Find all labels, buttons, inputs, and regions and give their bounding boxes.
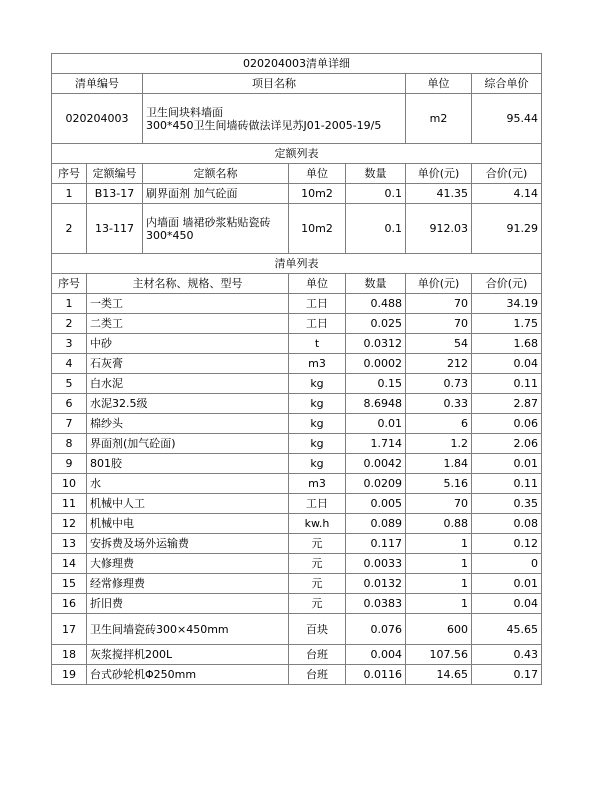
material-total: 0.11 [472, 374, 542, 394]
material-row [52, 414, 542, 434]
material-unit-price: 600 [406, 614, 472, 645]
material-total: 0.43 [472, 645, 542, 665]
material-total: 0.08 [472, 514, 542, 534]
material-row [52, 534, 542, 554]
material-unit-price: 1.84 [406, 454, 472, 474]
material-row [52, 354, 542, 374]
bill-name [143, 94, 406, 144]
bill-name-header: 项目名称 [143, 74, 406, 94]
material-seq: 17 [52, 614, 87, 645]
material-row [52, 665, 542, 685]
material-qty: 0.005 [346, 494, 406, 514]
material-unit-price: 70 [406, 314, 472, 334]
material-unit: kg [289, 414, 346, 434]
material-qty: 0.0383 [346, 594, 406, 614]
material-name: 机械中人工 [87, 494, 289, 514]
material-qty: 8.6948 [346, 394, 406, 414]
material-name: 界面剂(加气砼面) [87, 434, 289, 454]
quota-row [52, 184, 542, 204]
material-unit: 百块 [289, 614, 346, 645]
material-total: 0.17 [472, 665, 542, 685]
material-unit-price: 6 [406, 414, 472, 434]
material-name: 801胶 [87, 454, 289, 474]
material-seq: 14 [52, 554, 87, 574]
quota-qty: 0.1 [346, 204, 406, 254]
material-unit-price: 70 [406, 294, 472, 314]
material-row [52, 334, 542, 354]
bill-price-header: 综合单价 [472, 74, 542, 94]
material-unit-price: 1 [406, 594, 472, 614]
material-qty: 0.0132 [346, 574, 406, 594]
material-seq: 10 [52, 474, 87, 494]
quota-unit-header: 单位 [289, 164, 346, 184]
quota-code: 13-117 [87, 204, 143, 254]
material-name: 经常修理费 [87, 574, 289, 594]
quota-seq: 1 [52, 184, 87, 204]
material-seq: 6 [52, 394, 87, 414]
material-unit: kw.h [289, 514, 346, 534]
material-total: 0.06 [472, 414, 542, 434]
bill-price: 95.44 [472, 94, 542, 144]
material-qty: 1.714 [346, 434, 406, 454]
quota-seq: 2 [52, 204, 87, 254]
material-total: 1.75 [472, 314, 542, 334]
material-total-header: 合价(元) [472, 274, 542, 294]
bill-name-line1: 卫生间块料墙面 [146, 105, 223, 119]
material-name: 水 [87, 474, 289, 494]
material-unit-header: 单位 [289, 274, 346, 294]
material-seq: 19 [52, 665, 87, 685]
material-qty-header: 数量 [346, 274, 406, 294]
material-name: 水泥32.5级 [87, 394, 289, 414]
quota-unit: 10m2 [289, 184, 346, 204]
material-total: 34.19 [472, 294, 542, 314]
material-unit-price: 0.73 [406, 374, 472, 394]
material-row [52, 574, 542, 594]
quota-total-header: 合价(元) [472, 164, 542, 184]
material-qty: 0.488 [346, 294, 406, 314]
material-total: 0.12 [472, 534, 542, 554]
material-seq: 5 [52, 374, 87, 394]
material-unit: kg [289, 434, 346, 454]
material-unit: kg [289, 454, 346, 474]
material-unit: t [289, 334, 346, 354]
material-qty: 0.0312 [346, 334, 406, 354]
material-row [52, 614, 542, 645]
material-unit-price: 107.56 [406, 645, 472, 665]
material-unit: 元 [289, 594, 346, 614]
material-seq: 12 [52, 514, 87, 534]
bill-code: 020204003 [52, 94, 143, 144]
table-title: 020204003清单详细 [52, 54, 542, 74]
material-seq: 4 [52, 354, 87, 374]
material-unit-price: 1 [406, 554, 472, 574]
material-row [52, 314, 542, 334]
material-total: 0.35 [472, 494, 542, 514]
material-name-header: 主材名称、规格、型号 [87, 274, 289, 294]
material-unit-price: 212 [406, 354, 472, 374]
material-total: 0.04 [472, 354, 542, 374]
material-qty: 0.0002 [346, 354, 406, 374]
material-total: 0.04 [472, 594, 542, 614]
material-seq-header: 序号 [52, 274, 87, 294]
material-name: 二类工 [87, 314, 289, 334]
material-unit-price: 1 [406, 534, 472, 554]
quota-total: 4.14 [472, 184, 542, 204]
material-unit-price: 0.88 [406, 514, 472, 534]
material-qty: 0.004 [346, 645, 406, 665]
material-total: 2.87 [472, 394, 542, 414]
material-seq: 18 [52, 645, 87, 665]
material-row [52, 374, 542, 394]
material-row [52, 294, 542, 314]
material-qty: 0.0033 [346, 554, 406, 574]
material-qty: 0.0116 [346, 665, 406, 685]
material-unit: 工日 [289, 294, 346, 314]
material-seq: 3 [52, 334, 87, 354]
material-total: 0.11 [472, 474, 542, 494]
material-rows [52, 294, 542, 685]
material-unit-price: 14.65 [406, 665, 472, 685]
material-row [52, 494, 542, 514]
quota-name-header: 定额名称 [143, 164, 289, 184]
material-row [52, 594, 542, 614]
material-name: 折旧费 [87, 594, 289, 614]
material-name: 台式砂轮机Φ250mm [87, 665, 289, 685]
material-name: 棉纱头 [87, 414, 289, 434]
material-unit-price: 0.33 [406, 394, 472, 414]
material-row [52, 434, 542, 454]
material-unit-price: 5.16 [406, 474, 472, 494]
material-row [52, 554, 542, 574]
material-unit-price: 54 [406, 334, 472, 354]
material-unit: kg [289, 394, 346, 414]
bill-name-line2: 300*450卫生间墙砖做法详见苏J01-2005-19/5 [146, 118, 382, 132]
material-row [52, 454, 542, 474]
quota-name: 刷界面剂 加气砼面 [143, 184, 289, 204]
quota-unit-price: 912.03 [406, 204, 472, 254]
material-total: 2.06 [472, 434, 542, 454]
material-qty: 0.089 [346, 514, 406, 534]
quota-qty-header: 数量 [346, 164, 406, 184]
material-unit: 工日 [289, 494, 346, 514]
quota-unit-price: 41.35 [406, 184, 472, 204]
material-row [52, 514, 542, 534]
material-qty: 0.076 [346, 614, 406, 645]
material-row [52, 394, 542, 414]
material-seq: 16 [52, 594, 87, 614]
material-total: 0.01 [472, 454, 542, 474]
material-unit-price-header: 单价(元) [406, 274, 472, 294]
material-name: 大修理费 [87, 554, 289, 574]
material-unit-price: 1.2 [406, 434, 472, 454]
material-total: 45.65 [472, 614, 542, 645]
material-total: 1.68 [472, 334, 542, 354]
bill-detail-table [51, 53, 542, 685]
material-unit: kg [289, 374, 346, 394]
material-unit: 工日 [289, 314, 346, 334]
material-qty: 0.01 [346, 414, 406, 434]
quota-unit: 10m2 [289, 204, 346, 254]
material-name: 卫生间墙瓷砖300×450mm [87, 614, 289, 645]
quota-row [52, 204, 542, 254]
material-unit: 元 [289, 534, 346, 554]
material-row [52, 474, 542, 494]
material-unit: 元 [289, 554, 346, 574]
material-unit-price: 70 [406, 494, 472, 514]
material-unit: m3 [289, 354, 346, 374]
material-name: 安拆费及场外运输费 [87, 534, 289, 554]
material-name: 白水泥 [87, 374, 289, 394]
material-qty: 0.0209 [346, 474, 406, 494]
quota-code: B13-17 [87, 184, 143, 204]
material-qty: 0.117 [346, 534, 406, 554]
material-qty: 0.025 [346, 314, 406, 334]
material-total: 0 [472, 554, 542, 574]
material-seq: 2 [52, 314, 87, 334]
material-qty: 0.15 [346, 374, 406, 394]
material-seq: 11 [52, 494, 87, 514]
material-seq: 8 [52, 434, 87, 454]
material-row [52, 645, 542, 665]
quota-code-header: 定额编号 [87, 164, 143, 184]
material-seq: 1 [52, 294, 87, 314]
bill-unit: m2 [406, 94, 472, 144]
quota-seq-header: 序号 [52, 164, 87, 184]
material-name: 灰浆搅拌机200L [87, 645, 289, 665]
material-unit-price: 1 [406, 574, 472, 594]
material-section-title: 清单列表 [52, 254, 542, 274]
quota-qty: 0.1 [346, 184, 406, 204]
material-name: 中砂 [87, 334, 289, 354]
material-name: 石灰膏 [87, 354, 289, 374]
material-unit: 元 [289, 574, 346, 594]
material-total: 0.01 [472, 574, 542, 594]
bill-code-header: 清单编号 [52, 74, 143, 94]
material-qty: 0.0042 [346, 454, 406, 474]
material-unit: 台班 [289, 645, 346, 665]
quota-unit-price-header: 单价(元) [406, 164, 472, 184]
quota-total: 91.29 [472, 204, 542, 254]
material-name: 一类工 [87, 294, 289, 314]
quota-section-title: 定额列表 [52, 144, 542, 164]
bill-unit-header: 单位 [406, 74, 472, 94]
material-seq: 15 [52, 574, 87, 594]
material-name: 机械中电 [87, 514, 289, 534]
material-unit: 台班 [289, 665, 346, 685]
material-unit: m3 [289, 474, 346, 494]
material-seq: 13 [52, 534, 87, 554]
quota-name: 内墙面 墙裙砂浆粘贴瓷砖 300*450 [143, 204, 289, 254]
material-seq: 9 [52, 454, 87, 474]
material-seq: 7 [52, 414, 87, 434]
